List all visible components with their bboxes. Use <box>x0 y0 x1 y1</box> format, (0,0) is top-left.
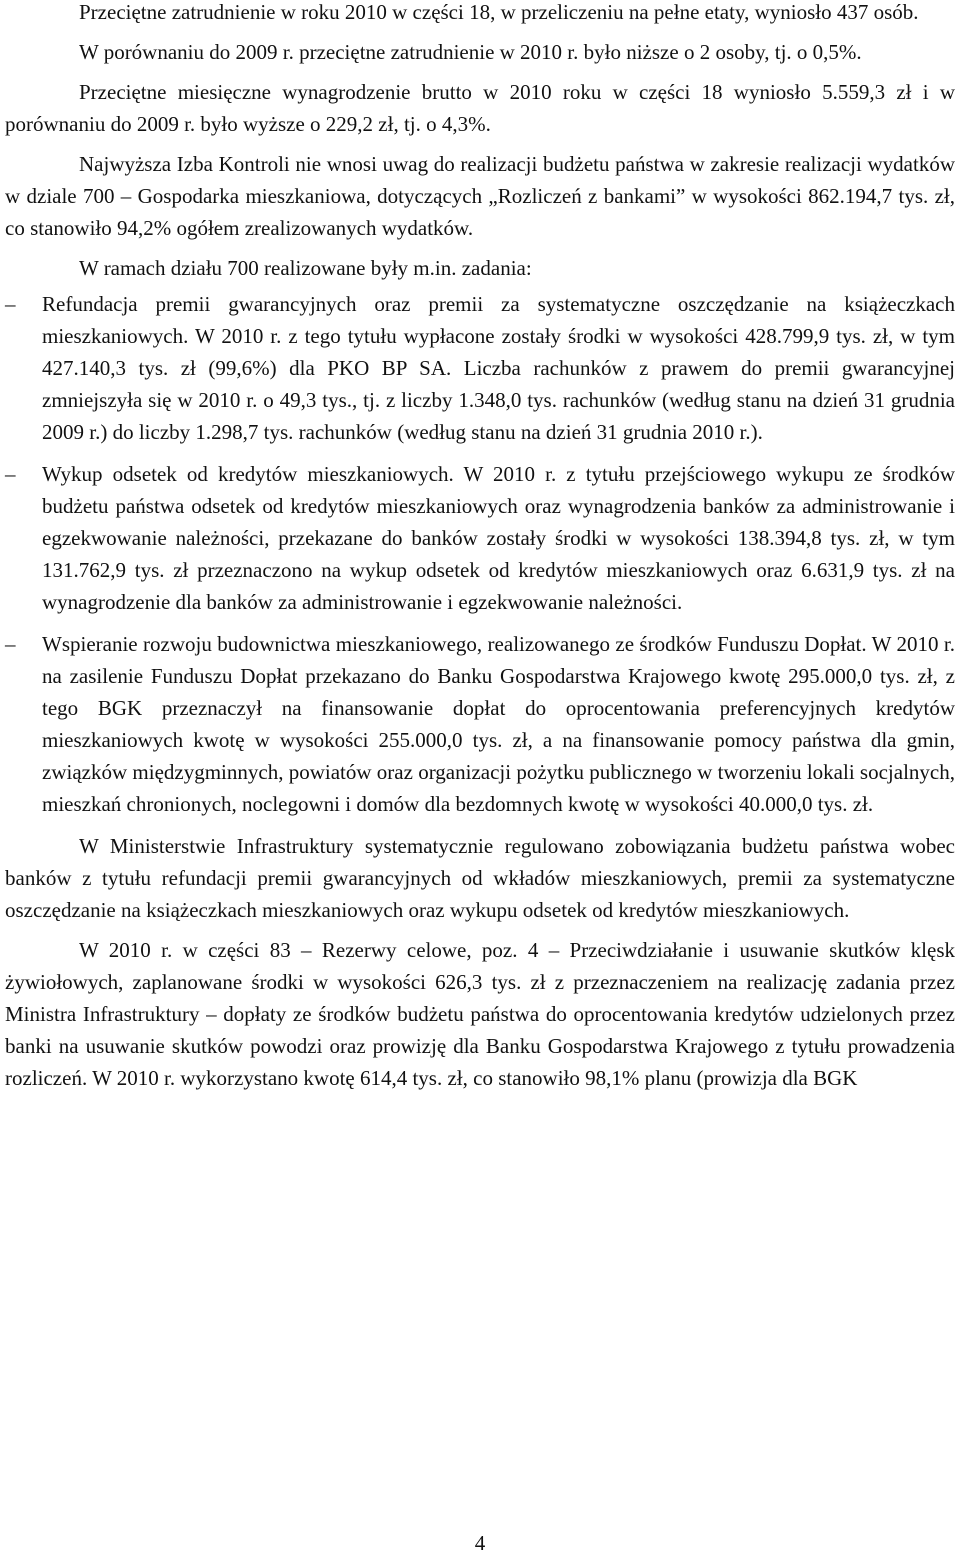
task-list <box>5 288 955 820</box>
paragraph-ministry-obligations: W Ministerstwie Infrastruktury systematycznie regulowano zobowiązania budżetu państwa wobec banków z tytułu refundacji premii gwarancyjnych od wkładów mieszkaniowych, premii za systematyczne oszczędzanie na książeczkach mieszkaniowych oraz wykupu odsetek od kredytów mieszkaniowych. <box>5 834 955 922</box>
paragraph-reserve-part-83: W 2010 r. w części 83 – Rezerwy celowe, poz. 4 – Przeciwdziałanie i usuwanie skutków klęsk żywiołowych, zaplanowane środki w wysokości 626,3 tys. zł z przeznaczeniem na realizację zadania przez Ministra Infrastruktury – dopłaty ze środków budżetu państwa do oprocentowania kredytów udzielonych przez banki na usuwanie skutków powodzi oraz prowizję dla Banku Gospodarstwa Krajowego z tytułu prowadzenia rozliczeń. W 2010 r. wykorzystano kwotę 614,4 tys. zł, co stanowiło 98,1% planu (prowizja dla BGK <box>5 938 955 1090</box>
page-number: 4 <box>474 1531 486 1555</box>
document-page <box>5 0 955 1094</box>
dash-bullet: – <box>5 292 16 316</box>
task-refund-text: Refundacja premii gwarancyjnych oraz premii za systematyczne oszczędzanie na książeczkach mieszkaniowych. W 2010 r. z tego tytułu wypłacone zostały środki w wysokości 428.799,9 tys. zł, w tym 427.140,3 tys. zł (99,6%) dla PKO BP SA. Liczba rachunków z prawem do premii gwarancyjnej zmniejszyła się w 2010 r. o 49,3 tys., tj. z liczby 1.348,0 tys. rachunków (według stanu na dzień 31 grudnia 2009 r.) do liczby 1.298,7 tys. rachunków (według stanu na dzień 31 grudnia 2010 r.). <box>42 292 955 444</box>
list-item <box>5 458 955 618</box>
paragraph-nik-assessment: Najwyższa Izba Kontroli nie wnosi uwag do realizacji budżetu państwa w zakresie realizacji wydatków w dziale 700 – Gospodarka mieszkaniowa, dotyczących „Rozliczeń z bankami” w wysokości 862.194,7 tys. zł, co stanowiło 94,2% ogółem zrealizowanych wydatków. <box>5 152 955 240</box>
paragraph-salary: Przeciętne miesięczne wynagrodzenie brutto w 2010 roku w części 18 wyniosło 5.559,3 zł i w porównaniu do 2009 r. było wyższe o 229,2 zł, tj. o 4,3%. <box>5 80 955 136</box>
list-item <box>5 288 955 448</box>
task-housing-support-text: Wspieranie rozwoju budownictwa mieszkaniowego, realizowanego ze środków Funduszu Dopłat. W 2010 r. na zasilenie Funduszu Dopłat przekazano do Banku Gospodarstwa Krajowego kwotę 295.000,0 tys. zł, z tego BGK przeznaczył na finansowanie dopłat do oprocentowania preferencyjnych kredytów mieszkaniowych kwotę w wysokości 255.000,0 tys. zł, a na finansowanie pomocy państwa dla gmin, związków międzygminnych, powiatów oraz organizacji pożytku publicznego w tworzeniu lokali socjalnych, mieszkań chronionych, noclegowni i domów dla bezdomnych kwotę w wysokości 40.000,0 tys. zł. <box>42 632 955 816</box>
paragraph-employment-comparison: W porównaniu do 2009 r. przeciętne zatrudnienie w 2010 r. było niższe o 2 osoby, tj. o 0,5%. <box>79 40 862 64</box>
dash-bullet: – <box>5 632 16 656</box>
paragraph-employment: Przeciętne zatrudnienie w roku 2010 w części 18, w przeliczeniu na pełne etaty, wyniosło 437 osób. <box>79 0 919 24</box>
list-item <box>5 628 955 820</box>
dash-bullet: – <box>5 462 16 486</box>
task-interest-buyout-text: Wykup odsetek od kredytów mieszkaniowych. W 2010 r. z tytułu przejściowego wykupu ze środków budżetu państwa odsetek od kredytów mieszkaniowych oraz wynagrodzenia banków za administrowanie i egzekwowanie należności, przekazane do banków zostały środki w wysokości 138.394,8 tys. zł, w tym 131.762,9 tys. zł przeznaczono na wykup odsetek od kredytów mieszkaniowych oraz 6.631,9 tys. zł na wynagrodzenie dla banków za administrowanie i egzekwowanie należności. <box>42 462 955 614</box>
paragraph-tasks-intro: W ramach działu 700 realizowane były m.in. zadania: <box>79 256 532 280</box>
